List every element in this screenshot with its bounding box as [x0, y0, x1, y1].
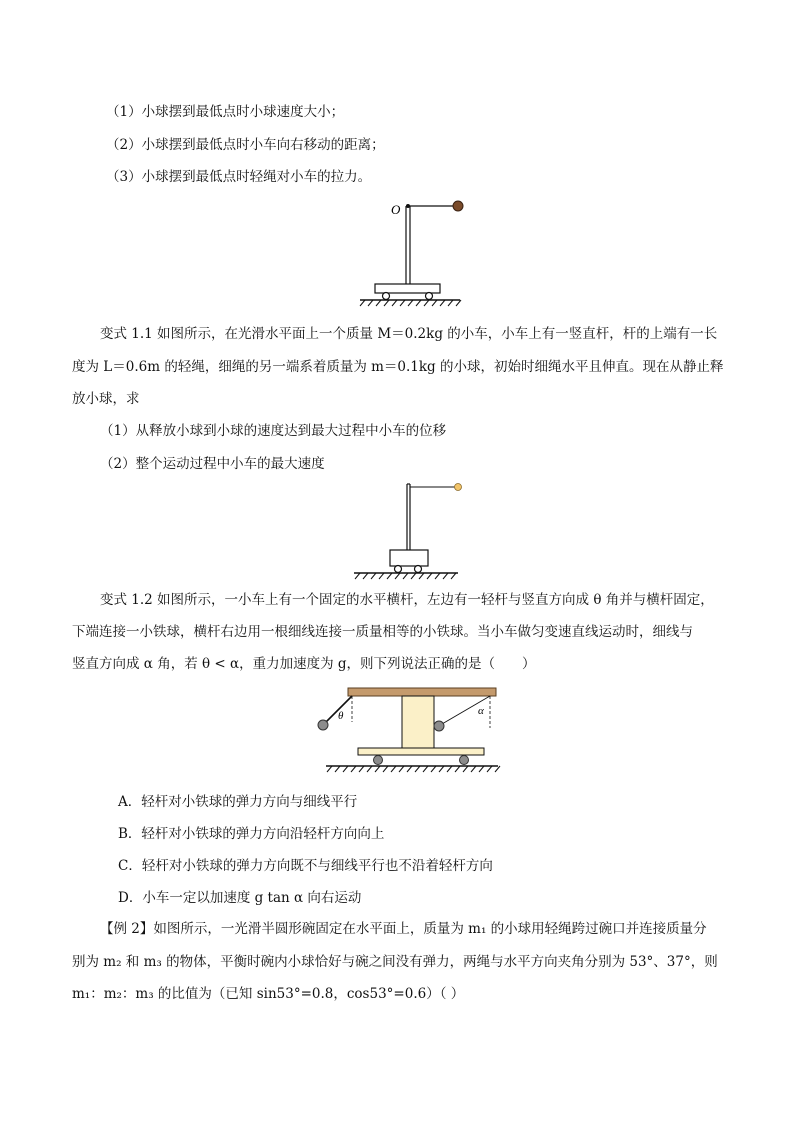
option-d: D．小车一定以加速度 g tan α 向右运动 — [118, 890, 362, 906]
option-b: B．轻杆对小铁球的弹力方向沿轻杆方向向上 — [118, 826, 385, 842]
point-o-label: O — [391, 202, 401, 217]
example-2-line-1: 【例 2】如图所示，一光滑半圆形碗固定在水平面上，质量为 m₁ 的小球用轻绳跨过碗口并连接质量分 — [100, 921, 707, 937]
variant-1-1-sub-1: （1）从释放小球到小球的速度达到最大过程中小车的位移 — [100, 423, 447, 439]
variant-1-2-line-1: 变式 1.2 如图所示，一小车上有一个固定的水平横杆，左边有一轻杆与竖直方向成 θ 角并与横杆固定， — [100, 592, 714, 608]
figure-cart-pole-horizontal — [355, 192, 475, 310]
figure-cart-pole-small — [352, 478, 462, 582]
variant-1-1-line-1: 变式 1.1 如图所示，在光滑水平面上一个质量 M＝0.2kg 的小车，小车上有一竖直杆，杆的上端有一长 — [100, 326, 718, 342]
option-c: C．轻杆对小铁球的弹力方向既不与细线平行也不沿着轻杆方向 — [118, 858, 493, 874]
variant-1-1-sub-2: （2）整个运动过程中小车的最大速度 — [100, 456, 325, 472]
alpha-label: α — [478, 705, 484, 717]
example-2-line-2: 别为 m₂ 和 m₃ 的物体，平衡时碗内小球恰好与碗之间没有弹力，两绳与水平方向夹角分别为 53°、37°，则 — [72, 954, 718, 970]
figure-cart-crossbar — [312, 682, 512, 776]
variant-1-1-line-2: 度为 L＝0.6m 的轻绳，细绳的另一端系着质量为 m＝0.1kg 的小球，初始时细绳水平且伸直。现在从静止释 — [72, 359, 724, 375]
variant-1-1-line-3: 放小球，求 — [72, 391, 140, 407]
question-part-3: （3）小球摆到最低点时轻绳对小车的拉力。 — [106, 169, 372, 185]
example-2-line-3: m₁：m₂：m₃ 的比值为（已知 sin53°=0.8，cos53°=0.6）（ ） — [72, 986, 465, 1002]
question-part-2: （2）小球摆到最低点时小车向右移动的距离； — [106, 137, 385, 153]
option-a: A．轻杆对小铁球的弹力方向与细线平行 — [118, 794, 358, 810]
variant-1-2-line-2: 下端连接一小铁球，横杆右边用一根细线连接一质量相等的小铁球。当小车做匀变速直线运动时，细线与 — [72, 624, 693, 640]
variant-1-2-line-3: 竖直方向成 α 角，若 θ < α，重力加速度为 g，则下列说法正确的是（ ） — [72, 656, 536, 672]
theta-label: θ — [338, 710, 344, 722]
question-part-1: （1）小球摆到最低点时小球速度大小； — [106, 104, 345, 120]
